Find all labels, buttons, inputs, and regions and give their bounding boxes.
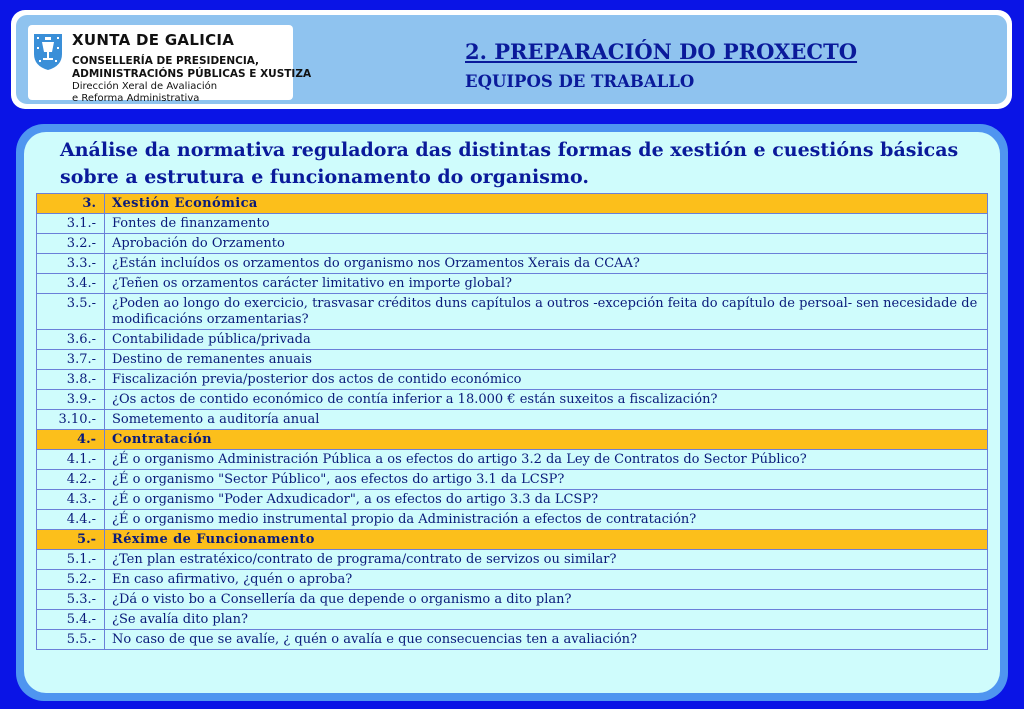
logo-line-1: CONSELLERÍA DE PRESIDENCIA, (72, 55, 260, 67)
row-text: Fontes de finanzamento (105, 214, 988, 234)
row-text: Sometemento a auditoría anual (105, 410, 988, 430)
row-text: Fiscalización previa/posterior dos actos de contido económico (105, 370, 988, 390)
table-row (37, 610, 988, 630)
content-panel (24, 132, 1000, 693)
row-number: 3.1.- (37, 214, 105, 234)
section-title: 2. PREPARACIÓN DO PROXECTO (465, 39, 858, 64)
table-row (37, 274, 988, 294)
row-text: ¿Están incluídos os orzamentos do organismo nos Orzamentos Xerais da CCAA? (105, 254, 988, 274)
row-text: ¿Ten plan estratéxico/contrato de programa/contrato de servizos ou similar? (105, 550, 988, 570)
row-text: ¿Os actos de contido económico de contía inferior a 18.000 € están suxeitos a fiscalización? (105, 390, 988, 410)
xunta-logo (28, 25, 312, 104)
galicia-shield-icon (32, 32, 64, 72)
logo-line-3: Dirección Xeral de Avaliación (72, 81, 218, 92)
row-text: ¿Poden ao longo do exercicio, trasvasar créditos duns capítulos a outros -excepción feita do capítulo de persoal- sen necesidade de modificacións orzamentarias? (105, 294, 988, 330)
row-text: ¿É o organismo medio instrumental propio da Administración a efectos de contratación? (105, 510, 988, 530)
table-row (37, 490, 988, 510)
row-number: 4.1.- (37, 450, 105, 470)
checklist-body (37, 194, 988, 650)
table-row (37, 234, 988, 254)
row-number: 3.8.- (37, 370, 105, 390)
table-row (37, 450, 988, 470)
section-row (37, 430, 988, 450)
row-number: 3.7.- (37, 350, 105, 370)
row-number: 5.2.- (37, 570, 105, 590)
row-text: Contabilidade pública/privada (105, 330, 988, 350)
table-row (37, 630, 988, 650)
table-row (37, 390, 988, 410)
row-number: 3.6.- (37, 330, 105, 350)
row-text: ¿Se avalía dito plan? (105, 610, 988, 630)
row-text: En caso afirmativo, ¿quén o aproba? (105, 570, 988, 590)
row-number: 5.5.- (37, 630, 105, 650)
content-frame (16, 124, 1008, 701)
row-number: 5.4.- (37, 610, 105, 630)
row-text: Réxime de Funcionamento (105, 530, 988, 550)
header-frame (11, 10, 1012, 109)
table-row (37, 570, 988, 590)
row-number: 4.- (37, 430, 105, 450)
row-number: 5.1.- (37, 550, 105, 570)
row-text: ¿É o organismo "Poder Adxudicador", a os efectos do artigo 3.3 da LCSP? (105, 490, 988, 510)
table-row (37, 350, 988, 370)
row-number: 4.4.- (37, 510, 105, 530)
table-row (37, 294, 988, 330)
row-number: 3.2.- (37, 234, 105, 254)
row-number: 3.4.- (37, 274, 105, 294)
row-text: ¿É o organismo "Sector Público", aos efectos do artigo 3.1 da LCSP? (105, 470, 988, 490)
row-number: 5.3.- (37, 590, 105, 610)
row-number: 4.3.- (37, 490, 105, 510)
row-number: 3.10.- (37, 410, 105, 430)
row-number: 5.- (37, 530, 105, 550)
row-number: 3.3.- (37, 254, 105, 274)
row-number: 4.2.- (37, 470, 105, 490)
header-panel (16, 15, 1007, 104)
table-row (37, 254, 988, 274)
logo-line-4: e Reforma Administrativa (72, 93, 200, 104)
table-row (37, 590, 988, 610)
section-subtitle: EQUIPOS DE TRABALLO (465, 72, 695, 91)
logo-line-2: ADMINISTRACIÓNS PÚBLICAS E XUSTIZA (72, 68, 312, 80)
table-row (37, 330, 988, 350)
row-number: 3. (37, 194, 105, 214)
row-text: ¿Teñen os orzamentos carácter limitativo en importe global? (105, 274, 988, 294)
row-text: No caso de que se avalíe, ¿ quén o avalía e que consecuencias ten a avaliación? (105, 630, 988, 650)
row-number: 3.9.- (37, 390, 105, 410)
table-row (37, 470, 988, 490)
table-row (37, 410, 988, 430)
row-text: ¿Dá o visto bo a Consellería da que depende o organismo a dito plan? (105, 590, 988, 610)
row-number: 3.5.- (37, 294, 105, 330)
row-text: Destino de remanentes anuais (105, 350, 988, 370)
table-row (37, 214, 988, 234)
table-row (37, 370, 988, 390)
checklist-table (36, 193, 988, 650)
table-row (37, 550, 988, 570)
row-text: Aprobación do Orzamento (105, 234, 988, 254)
section-row (37, 194, 988, 214)
row-text: Xestión Económica (105, 194, 988, 214)
content-heading: Análise da normativa reguladora das distintas formas de xestión e cuestións básicas sobre a estrutura e funcionamento do organismo. (60, 139, 959, 188)
section-row (37, 530, 988, 550)
table-row (37, 510, 988, 530)
logo-title: XUNTA DE GALICIA (72, 31, 235, 49)
row-text: Contratación (105, 430, 988, 450)
row-text: ¿É o organismo Administración Pública a os efectos do artigo 3.2 da Ley de Contratos do Sector Público? (105, 450, 988, 470)
